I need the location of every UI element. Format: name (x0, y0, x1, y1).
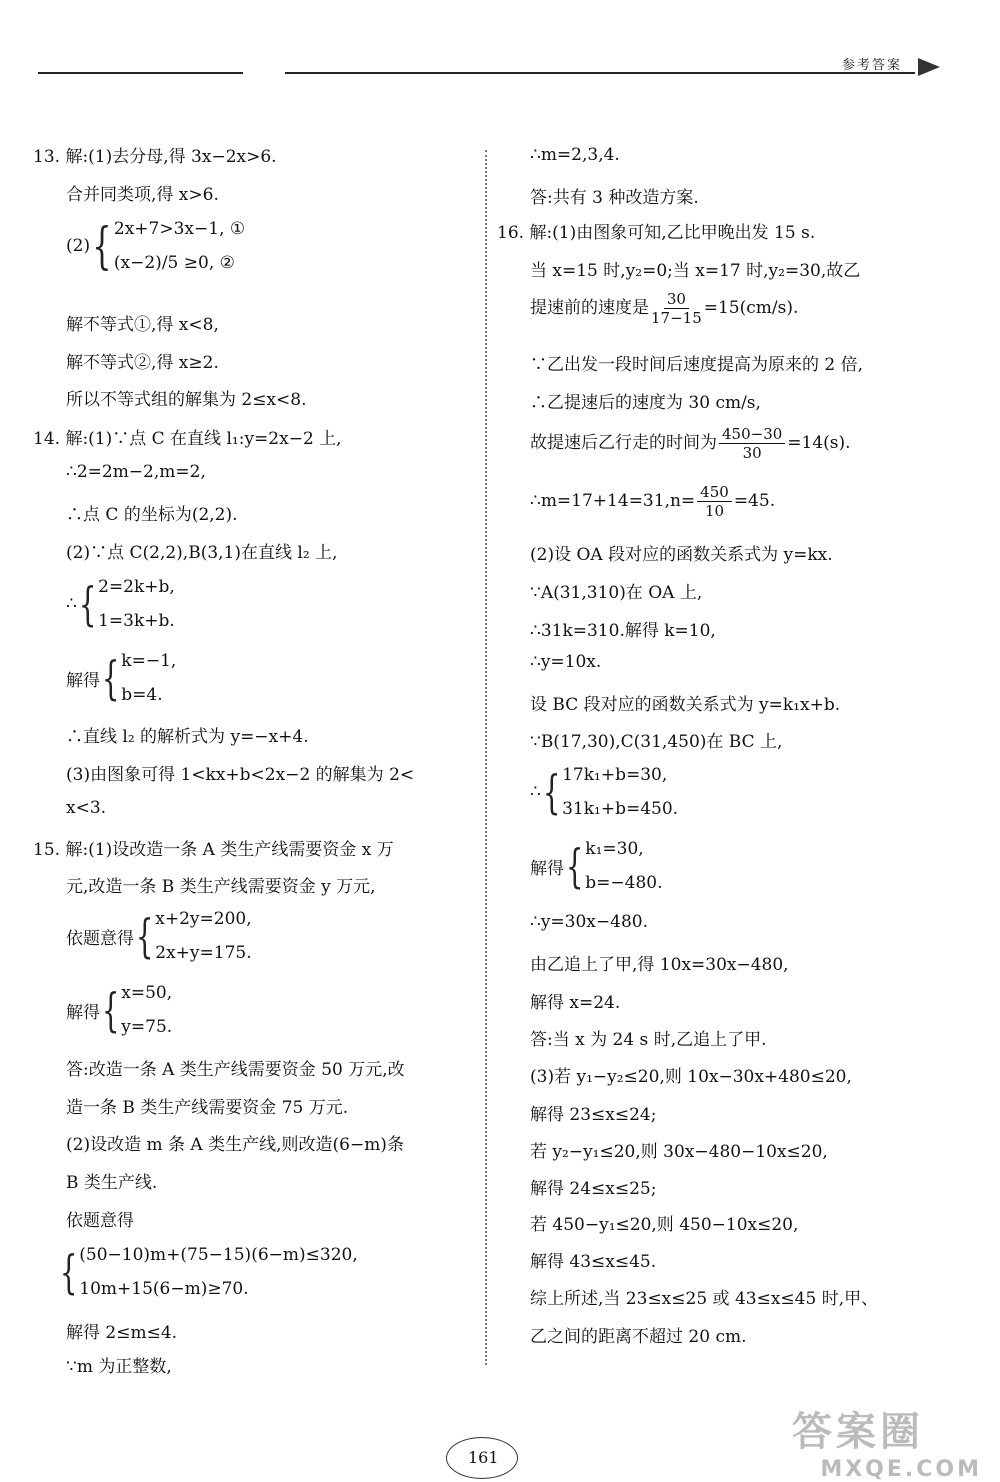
fraction-numerator: 450 (697, 483, 732, 502)
q14-line-3: ∴点 C 的坐标为(2,2). (66, 505, 238, 525)
fraction-denominator: 17−15 (651, 309, 702, 327)
q16-system-2-prefix: 解得 (530, 858, 564, 879)
left-brace-icon: { (59, 1245, 78, 1299)
q16-line-16: 解得 x=24. (530, 993, 621, 1013)
q15-line-8: 解得 2≤m≤4. (66, 1323, 178, 1343)
q16-line-6 (530, 425, 851, 462)
q15-system-3-row-1: (50−10)m+(75−15)(6−m)≤320, (79, 1245, 358, 1265)
q15-system-3 (58, 1238, 358, 1306)
q16-line-6-result: =14(s). (787, 433, 851, 453)
q15-line-9: ∵m 为正整数, (66, 1357, 172, 1377)
fraction-numerator: 450−30 (719, 425, 785, 444)
q16-system-2-row-2: b=−480. (585, 873, 663, 893)
q15-line-3: 答:改造一条 A 类生产线需要资金 50 万元,改 (66, 1060, 405, 1080)
q14-system-2-row-2: b=4. (121, 685, 163, 705)
q14-system-2-row-1: k=−1, (121, 651, 177, 671)
q16-line-20: 若 y₂−y₁≤20,则 30x−480−10x≤20, (530, 1142, 828, 1162)
header-rule-left (38, 72, 243, 74)
q14-system-1 (66, 570, 175, 638)
q14-line-5: ∴直线 l₂ 的解析式为 y=−x+4. (66, 727, 309, 747)
q13-line-5: 所以不等式组的解集为 2≤x<8. (66, 390, 307, 410)
q16-line-19: 解得 23≤x≤24; (530, 1105, 657, 1125)
q14-line-6: (3)由图象可得 1<kx+b<2x−2 的解集为 2< (66, 765, 415, 785)
q15-line-1: 15. 解:(1)设改造一条 A 类生产线需要资金 x 万 (33, 840, 394, 860)
q16-line-24: 综上所述,当 23≤x≤25 或 43≤x≤45 时,甲、 (530, 1289, 879, 1309)
fraction-denominator: 30 (742, 444, 762, 462)
q13-line-4: 解不等式②,得 x≥2. (66, 353, 219, 373)
q16-line-11: ∴y=10x. (530, 652, 602, 672)
q15-line-5: (2)设改造 m 条 A 类生产线,则改造(6−m)条 (66, 1135, 404, 1155)
left-brace-icon: { (565, 839, 584, 893)
q16-line-8: (2)设 OA 段对应的函数关系式为 y=kx. (530, 545, 833, 565)
right-line-2: 答:共有 3 种改造方案. (530, 188, 699, 208)
q13-system (66, 212, 245, 280)
q14-system-2-prefix: 解得 (66, 670, 100, 691)
q15-system-2-row-1: x=50, (121, 983, 173, 1003)
q15-system-1-prefix: 依题意得 (66, 928, 134, 949)
page-number: 161 (468, 1448, 499, 1467)
header-title: 参考答案 (842, 58, 903, 73)
fraction (697, 483, 732, 520)
q16-line-10: ∴31k=310.解得 k=10, (530, 621, 716, 641)
q16-line-6-text: 故提速后乙行走的时间为 (530, 433, 717, 453)
q15-system-1-row-1: x+2y=200, (155, 909, 252, 929)
q15-system-3-row-2: 10m+15(6−m)≥70. (79, 1279, 249, 1299)
left-brace-icon: { (101, 983, 120, 1037)
q13-system-row-1: 2x+7>3x−1, ① (113, 219, 246, 239)
q14-line-7: x<3. (66, 798, 107, 818)
q15-line-6: B 类生产线. (66, 1173, 158, 1193)
q13-line-3: 解不等式①,得 x<8, (66, 315, 219, 335)
q14-line-2: ∴2=2m−2,m=2, (66, 462, 206, 482)
q16-line-7-result: =45. (733, 491, 776, 511)
q16-system-1 (530, 758, 678, 826)
q15-system-1 (66, 902, 252, 970)
q16-line-7-text: ∴m=17+14=31,n= (530, 491, 696, 511)
q13-system-prefix: (2) (66, 236, 91, 256)
left-brace-icon: { (101, 651, 120, 705)
q16-line-23: 解得 43≤x≤45. (530, 1252, 657, 1272)
q16-line-3 (530, 290, 798, 327)
left-brace-icon: { (78, 577, 97, 631)
header-rule-right (285, 72, 915, 74)
q16-system-2-row-1: k₁=30, (585, 839, 644, 859)
fraction-numerator: 30 (664, 290, 689, 309)
q16-line-12: 设 BC 段对应的函数关系式为 y=k₁x+b. (530, 695, 841, 715)
q13-line-1: 13. 解:(1)去分母,得 3x−2x>6. (33, 147, 277, 167)
q16-line-4: ∵乙出发一段时间后速度提高为原来的 2 倍, (530, 355, 864, 375)
q16-line-5: ∴乙提速后的速度为 30 cm/s, (530, 393, 761, 413)
q15-system-2-row-2: y=75. (121, 1017, 173, 1037)
q13-system-row-2: (x−2)/5 ≥0, ② (113, 253, 235, 273)
fraction (719, 425, 785, 462)
q16-system-1-prefix: ∴ (530, 782, 541, 802)
watermark-logo (792, 1400, 982, 1482)
q16-system-2 (530, 832, 663, 900)
left-brace-icon: { (542, 765, 561, 819)
q15-system-2 (66, 976, 172, 1044)
q16-line-1: 16. 解:(1)由图象可知,乙比甲晚出发 15 s. (497, 223, 816, 243)
q14-system-1-prefix: ∴ (66, 594, 77, 614)
q15-line-4: 造一条 B 类生产线需要资金 75 万元. (66, 1098, 349, 1118)
q16-line-3-text: 提速前的速度是 (530, 298, 649, 318)
left-brace-icon: { (135, 909, 154, 963)
q15-system-2-prefix: 解得 (66, 1002, 100, 1023)
q16-line-15: 由乙追上了甲,得 10x=30x−480, (530, 955, 789, 975)
watermark-url: MXQE.COM (820, 1457, 982, 1482)
q14-system-2 (66, 644, 176, 712)
left-brace-icon: { (92, 217, 112, 275)
q14-line-4: (2)∵点 C(2,2),B(3,1)在直线 l₂ 上, (66, 543, 338, 563)
q16-line-22: 若 450−y₁≤20,则 450−10x≤20, (530, 1215, 799, 1235)
q16-line-9: ∵A(31,310)在 OA 上, (530, 583, 703, 603)
q16-line-13: ∵B(17,30),C(31,450)在 BC 上, (530, 732, 783, 752)
watermark-text: 答案圈 (792, 1409, 924, 1455)
q16-line-2: 当 x=15 时,y₂=0;当 x=17 时,y₂=30,故乙 (530, 261, 861, 281)
column-divider (485, 150, 487, 1365)
fraction (651, 290, 702, 327)
q16-system-1-row-1: 17k₁+b=30, (562, 765, 668, 785)
q16-line-25: 乙之间的距离不超过 20 cm. (530, 1327, 747, 1347)
q15-line-2: 元,改造一条 B 类生产线需要资金 y 万元, (66, 877, 376, 897)
q16-line-17: 答:当 x 为 24 s 时,乙追上了甲. (530, 1030, 767, 1050)
q16-system-1-row-2: 31k₁+b=450. (562, 799, 679, 819)
q16-line-3-result: =15(cm/s). (703, 298, 799, 318)
q13-line-2: 合并同类项,得 x>6. (66, 185, 219, 205)
q16-line-21: 解得 24≤x≤25; (530, 1179, 657, 1199)
arrow-marker-icon (918, 58, 940, 76)
q14-line-1: 14. 解:(1)∵点 C 在直线 l₁:y=2x−2 上, (33, 429, 342, 449)
q15-line-7: 依题意得 (66, 1211, 134, 1231)
fraction-denominator: 10 (704, 502, 725, 520)
q14-system-1-row-2: 1=3k+b. (98, 611, 175, 631)
q16-line-7 (530, 483, 775, 520)
q15-system-1-row-2: 2x+y=175. (155, 943, 252, 963)
q14-system-1-row-1: 2=2k+b, (98, 577, 175, 597)
q16-line-18: (3)若 y₁−y₂≤20,则 10x−30x+480≤20, (530, 1067, 852, 1087)
right-line-1: ∴m=2,3,4. (530, 145, 620, 165)
q16-line-14: ∴y=30x−480. (530, 912, 648, 932)
